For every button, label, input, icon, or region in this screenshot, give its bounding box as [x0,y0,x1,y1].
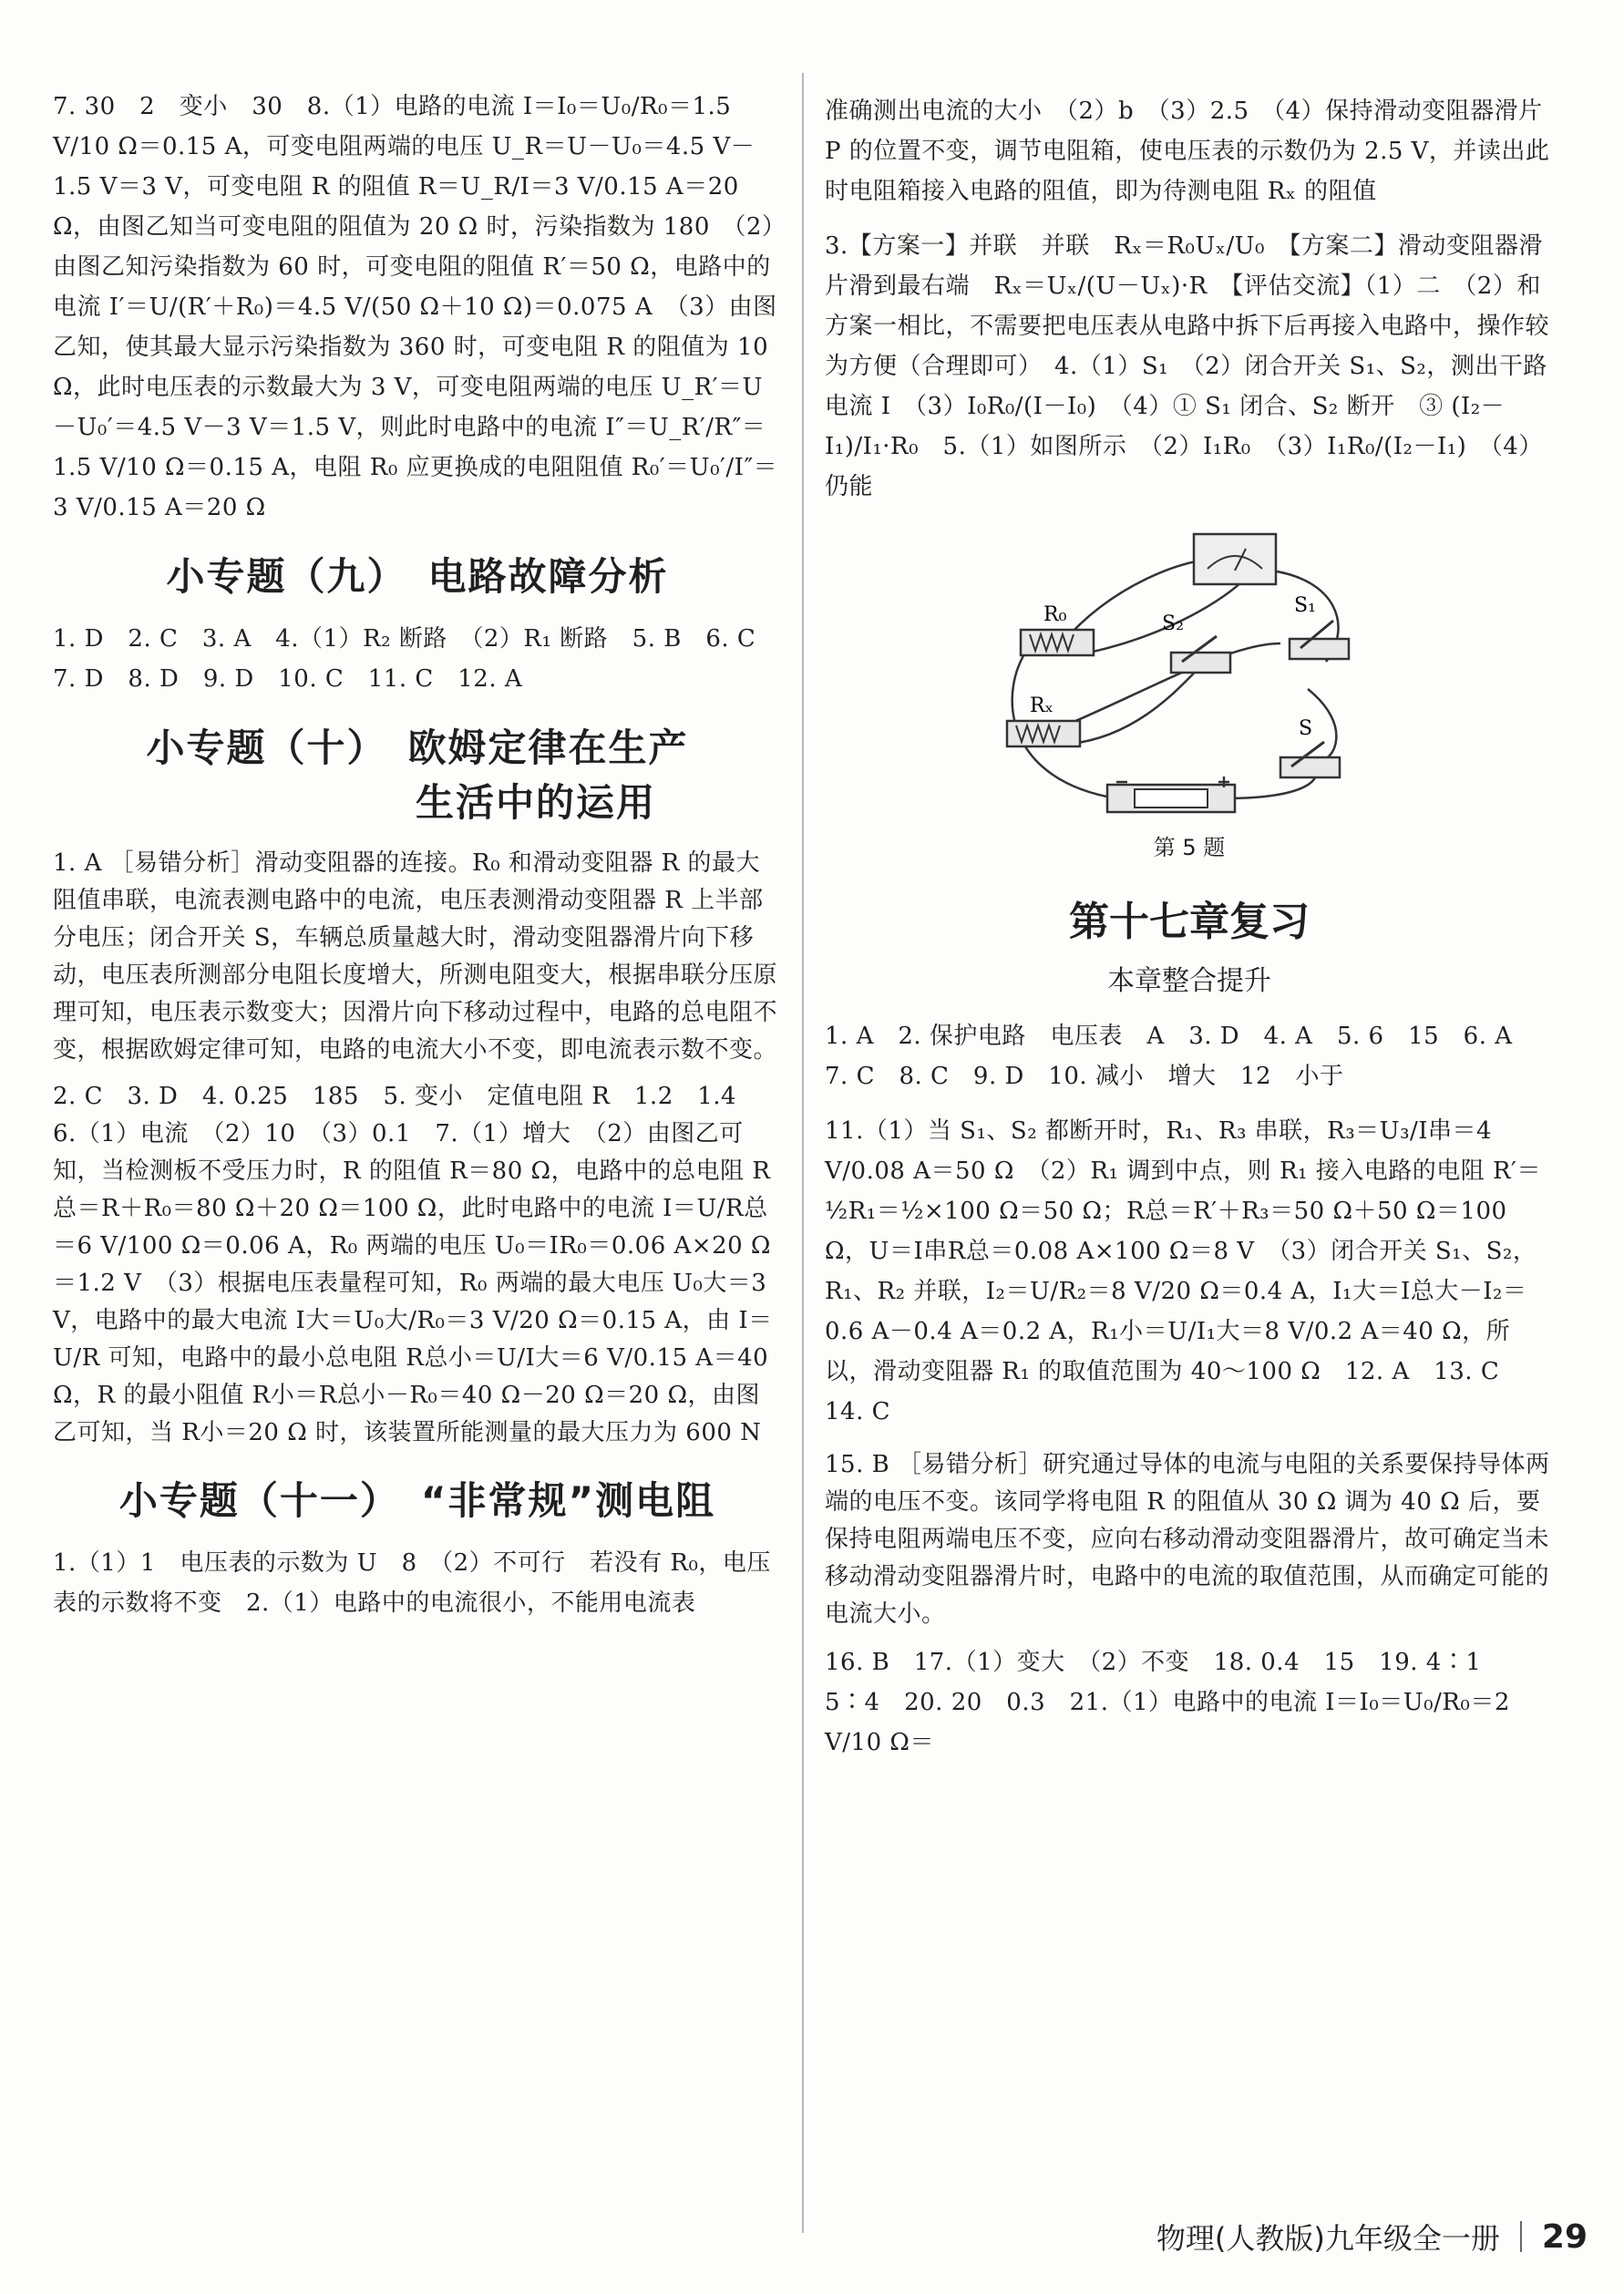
section-title-line: 小专题（十） 欧姆定律在生产 [146,725,689,770]
label-r0: R₀ [1043,603,1067,626]
left-margin-strip [0,0,16,2294]
left-column [53,87,782,1638]
answer-paragraph: 7. 30 2 变小 30 8.（1）电路的电流 I＝I₀＝U₀/R₀＝1.5 V/10 Ω＝0.15 A，可变电阻两端的电压 U_R＝U－U₀＝4.5 V－1.5 V＝3 V，可变电阻 R 的阻值 R＝U_R/I＝3 V/0.15 A＝20 Ω，由图乙知当可变电阻的阻值为 20 Ω 时，污染指数为 180 （2）由图乙知污染指数为 60 时，可变电阻的阻值 R′＝50 Ω，电路中的电流 I′＝U/(R′＋R₀)＝4.5 V/(50 Ω＋10 Ω)＝0.075 A （3）由图乙知，使其最大显示污染指数为 360 时，可变电阻 R 的阻值为 10 Ω，此时电压表的示数最大为 3 V，可变电阻两端的电压 U_R′＝U－U₀′＝4.5 V－3 V＝1.5 V，则此时电路中的电流 I″＝U_R′/R″＝1.5 V/10 Ω＝0.15 A，电阻 R₀ 应更换成的电阻阻值 R₀′＝U₀′/I″＝3 V/0.15 A＝20 Ω [53,93,778,521]
answer-paragraph: 11.（1）当 S₁、S₂ 都断开时，R₁、R₃ 串联，R₃＝U₃/I串＝4 V/0.08 A＝50 Ω （2）R₁ 调到中点，则 R₁ 接入电路的电阻 R′＝½R₁＝½×100 Ω＝50 Ω；R总＝R′＋R₃＝50 Ω＋50 Ω＝100 Ω，U＝I串R总＝0.08 A×100 Ω＝8 V （3）闭合开关 S₁、S₂，R₁、R₂ 并联，I₂＝U/R₂＝8 V/20 Ω＝0.4 A，I₁大＝I总大－I₂＝0.6 A－0.4 A＝0.2 A，R₁小＝U/I₁大＝8 V/0.2 A＝40 Ω，所以，滑动变阻器 R₁ 的取值范围为 40～100 Ω 12. A 13. C 14. C [825,1117,1541,1425]
chapter-title: 第十七章复习 [1069,899,1310,945]
answer-paragraph: 1. A ［易错分析］滑动变阻器的连接。R₀ 和滑动变阻器 R 的最大阻值串联，电流表测电路中的电流，电压表测滑动变阻器 R 上半部分电压；闭合开关 S，车辆总质量越大时，滑动变阻器滑片向下移动，电压表所测部分电阻长度增大，所测电阻变大，根据串联分压原理可知，电压表示数变大；因滑片向下移动过程中，电路的总电阻不变，根据欧姆定律可知，电路的电流大小不变，即电流表示数不变。 [53,849,778,1064]
answer-paragraph: 1.（1）1 电压表的示数为 U 8 （2）不可行 若没有 R₀，电压表的示数将不变 2.（1）电路中的电流很小，不能用电流表 [53,1549,771,1617]
switch-s-icon [1280,742,1340,777]
switch-s1-icon [1290,621,1349,659]
label-s1: S₁ [1294,594,1316,617]
resistor-r0-icon [1021,630,1094,655]
label-s: S [1299,717,1313,740]
answer-paragraph: 3.【方案一】并联 并联 Rₓ＝R₀Uₓ/U₀ 【方案二】滑动变阻器滑片滑到最右端 Rₓ＝Uₓ/(U－Uₓ)·R 【评估交流】（1）二 （2）和方案一相比，不需要把电压表从电路中拆下后再接入电路中，操作较为方便（合理即可） 4.（1）S₁ （2）闭合开关 S₁、S₂，测出干路电流 I （3）I₀R₀/(I－I₀) （4）① S₁ 闭合、S₂ 断开 ③ (I₂－I₁)/I₁·R₀ 5.（1）如图所示 （2）I₁R₀ （3）I₁R₀/(I₂－I₁) （4）仍能 [825,232,1550,500]
answer-paragraph: 15. B ［易错分析］研究通过导体的电流与电阻的关系要保持导体两端的电压不变。该同学将电阻 R 的阻值从 30 Ω 调为 40 Ω 后，要保持电阻两端电压不变，应向右移动滑动变阻器滑片，故可确定当未移动滑动变阻器滑片时，电路中的电流的取值范围，从而确定可能的电流大小。 [825,1451,1550,1628]
figure-caption: 第 5 题 [1153,835,1226,860]
circuit-diagram [989,525,1390,826]
switch-s2-icon [1171,636,1230,673]
column-divider [802,73,804,2233]
book-title: 物理(人教版)九年级全一册 [1156,2221,1500,2256]
section-title: 小专题（十一） “非常规”测电阻 [118,1478,716,1523]
footer-divider [1520,2221,1522,2252]
chapter-subtitle: 本章整合提升 [1107,965,1271,997]
section-title [53,721,782,830]
section-title: 小专题（九） 电路故障分析 [166,554,669,599]
resistor-rx-icon [1007,721,1080,746]
page-number: 29 [1541,2217,1588,2256]
answer-paragraph: 16. B 17.（1）变大 （2）不变 18. 0.4 15 19. 4∶1 5∶4 20. 20 0.3 21.（1）电路中的电流 I＝I₀＝U₀/R₀＝2 V/10 Ω＝ [825,1649,1510,1756]
answer-paragraph: 1. D 2. C 3. A 4.（1）R₂ 断路 （2）R₁ 断路 5. B 6. C 7. D 8. D 9. D 10. C 11. C 12. A [53,625,780,693]
answer-paragraph: 1. A 2. 保护电路 电压表 A 3. D 4. A 5. 6 15 6. A 7. C 8. C 9. D 10. 减小 增大 12 小于 [825,1023,1537,1090]
page-footer [1156,2216,1588,2258]
right-column [825,91,1554,1777]
ammeter-icon [1194,534,1276,584]
label-rx: Rₓ [1030,694,1054,717]
label-s2: S₂ [1162,612,1184,635]
answer-paragraph: 2. C 3. D 4. 0.25 185 5. 变小 定值电阻 R 1.2 1.4 6.（1）电流 （2）10 （3）0.1 7.（1）增大 （2）由图乙可知，当检测板不受压力时，R 的阻值 R＝80 Ω，电路中的总电阻 R总＝R＋R₀＝80 Ω＋20 Ω＝100 Ω，此时电路中的电流 I＝U/R总＝6 V/100 Ω＝0.06 A，R₀ 两端的电压 U₀＝IR₀＝0.06 A×20 Ω＝1.2 V （3）根据电压表量程可知，R₀ 两端的最大电压 U₀大＝3 V，电路中的最大电流 I大＝U₀大/R₀＝3 V/20 Ω＝0.15 A，由 I＝U/R 可知，电路中的最小总电阻 R总小＝U/I大＝6 V/0.15 A＝40 Ω，R 的最小阻值 R小＝R总小－R₀＝40 Ω－20 Ω＝20 Ω，由图乙可知，当 R小＝20 Ω 时，该装置所能测量的最大压力为 600 N [53,1083,773,1446]
section-title-line: 生活中的运用 [415,780,656,825]
battery-icon [1107,777,1235,812]
circuit-figure [989,525,1390,826]
answer-paragraph: 准确测出电流的大小 （2）b （3）2.5 （4）保持滑动变阻器滑片 P 的位置不变，调节电阻箱，使电压表的示数仍为 2.5 V，并读出此时电阻箱接入电路的阻值，即为待测电阻 Rₓ 的阻值 [825,98,1550,205]
